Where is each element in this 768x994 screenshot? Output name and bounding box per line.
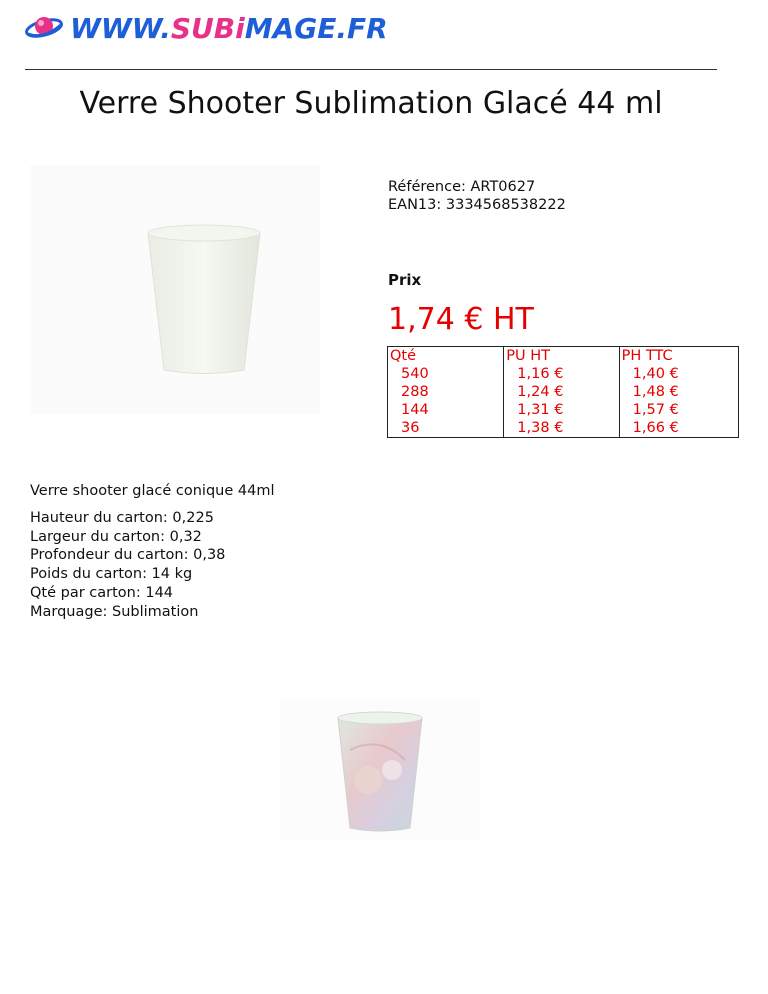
product-description: Verre shooter glacé conique 44ml	[30, 483, 275, 499]
planet-logo-icon	[24, 10, 74, 46]
spec-qty-per-carton: Qté par carton: 144	[30, 584, 174, 601]
cell-qty: 288	[388, 383, 504, 401]
cell-qty: 144	[388, 401, 504, 419]
cell-ph-ttc: 1,66 €	[619, 419, 738, 438]
price-value: 1,74 € HT	[388, 302, 534, 337]
header-ph-ttc: PH TTC	[619, 347, 738, 366]
table-row	[388, 383, 739, 401]
price-tiers-table	[387, 346, 739, 438]
cell-qty: 36	[388, 419, 504, 438]
logo-rest: MAGE.FR	[244, 12, 388, 45]
page-title: Verre Shooter Sublimation Glacé 44 ml	[79, 86, 663, 121]
cell-ph-ttc: 1,57 €	[619, 401, 738, 419]
spec-height: Hauteur du carton: 0,225	[30, 510, 214, 526]
logo-www: WWW.	[70, 12, 171, 45]
table-row	[388, 419, 739, 438]
cell-pu-ht: 1,24 €	[504, 383, 619, 401]
spec-marking: Marquage: Sublimation	[30, 603, 199, 620]
spec-weight: Poids du carton: 14 kg	[30, 566, 193, 583]
cell-ph-ttc: 1,48 €	[619, 383, 738, 401]
table-header-row	[388, 347, 739, 366]
brand-logo[interactable]	[24, 10, 394, 46]
sublimated-glass-image	[280, 700, 480, 840]
cell-pu-ht: 1,38 €	[504, 419, 619, 438]
price-label: Prix	[388, 271, 422, 289]
logo-sub: SUBi	[170, 12, 245, 45]
product-specs	[30, 509, 225, 621]
table-row	[388, 401, 739, 419]
product-image	[30, 165, 320, 415]
header-divider	[25, 69, 717, 70]
table-row	[388, 365, 739, 383]
header-qty: Qté	[388, 347, 504, 366]
cell-pu-ht: 1,31 €	[504, 401, 619, 419]
reference-text: Référence: ART0627	[388, 179, 536, 195]
spec-width: Largeur du carton: 0,32	[30, 528, 202, 545]
cell-ph-ttc: 1,40 €	[619, 365, 738, 383]
product-reference-block	[388, 178, 566, 214]
header-pu-ht: PU HT	[504, 347, 619, 366]
spec-depth: Profondeur du carton: 0,38	[30, 547, 226, 564]
cell-qty: 540	[388, 365, 504, 383]
ean-text: EAN13: 3334568538222	[388, 197, 566, 213]
cell-pu-ht: 1,16 €	[504, 365, 619, 383]
